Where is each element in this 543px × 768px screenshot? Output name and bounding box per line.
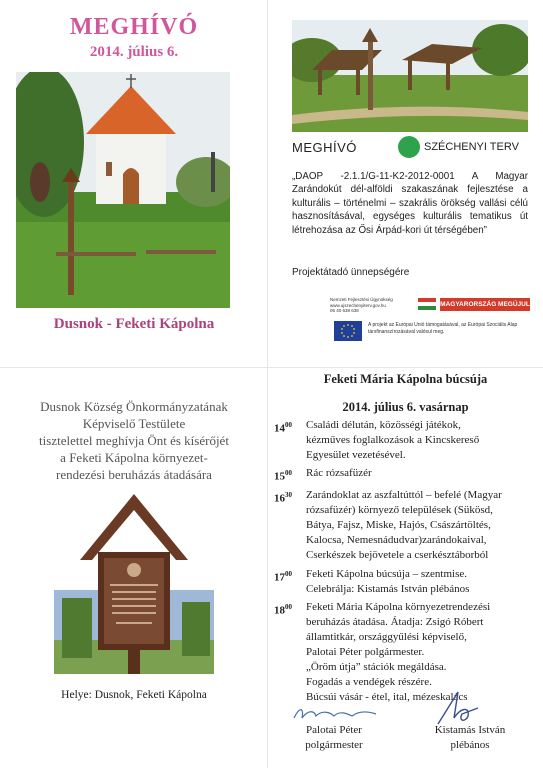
- park-photo: [292, 20, 528, 132]
- program-text: Celebrálja: Kistamás István plébános: [306, 582, 470, 595]
- invitation-line: rendezési beruházás átadására: [56, 467, 212, 482]
- program-text: Búcsúi vásár - étel, ital, mézeskalács: [306, 691, 468, 704]
- program-time: $18^{00}$: [274, 602, 292, 617]
- eu-flag-icon: [334, 321, 362, 341]
- signatory-priest: [420, 723, 520, 753]
- signatory-name: Kistamás István: [434, 724, 506, 736]
- program-item: [274, 567, 542, 597]
- magyarorszag-megujul-badge: MAGYARORSZÁG MEGÚJUL: [440, 298, 530, 311]
- program-text: Zarándoklat az aszfaltúttól – befelé (Magyar: [306, 489, 502, 502]
- program-text: Palotai Péter polgármester.: [306, 645, 425, 658]
- nfu-line: Nemzeti Fejlesztési Ügynökség: [330, 297, 393, 302]
- program-text: Egyesület vezetésével.: [306, 449, 406, 462]
- program-list: [274, 418, 542, 705]
- invitation-text-panel: [0, 368, 268, 768]
- invitation-cover-panel: [0, 0, 268, 368]
- signature-mayor: [290, 704, 380, 724]
- signatory-title: polgármester: [305, 739, 363, 751]
- program-text: Kalocsa, Nemesnádudvar)zarándokaival,: [306, 534, 487, 547]
- program-panel: [268, 368, 543, 768]
- wayside-shrine-photo: [54, 490, 214, 674]
- program-text: Cserkészek bejövetele a cserkésztáborból: [306, 549, 489, 562]
- invitation-line: tisztelettel meghívja Önt és kísérőjét: [39, 433, 229, 448]
- program-text: államtitkár, országgyűlési képviselő,: [306, 630, 467, 643]
- program-text: Rác rózsafüzér: [306, 467, 372, 480]
- signature-priest: [428, 688, 488, 728]
- nfu-line: www.ujszechenyiterv.gov.hu: [330, 302, 386, 308]
- program-text: Feketi Mária Kápolna környezetrendezési: [306, 600, 491, 613]
- nfu-line: 06 40 638 638: [330, 308, 359, 313]
- signatory-title: plébános: [450, 739, 490, 751]
- program-time: $17^{00}$: [274, 569, 292, 584]
- invitation-line: Dusnok Község Önkormányzatának: [40, 399, 228, 414]
- location-caption: Dusnok - Feketi Kápolna: [53, 316, 215, 332]
- program-date: 2014. július 6. vasárnap: [342, 400, 469, 414]
- program-text: rózsafüzér) környező települések (Sükösd,: [306, 504, 493, 517]
- signatory-name: Palotai Péter: [306, 724, 362, 736]
- project-panel: [268, 0, 543, 368]
- invitation-line: Képviselő Testülete: [82, 416, 186, 431]
- program-item: [274, 466, 542, 485]
- hungary-flag-icon: [418, 298, 436, 310]
- program-item: [274, 418, 542, 463]
- szechenyi-logo-icon: [398, 136, 420, 158]
- program-text: Feketi Kápolna búcsúja – szentmise.: [306, 567, 467, 580]
- nfu-info: [330, 297, 414, 314]
- program-item: [274, 600, 542, 706]
- project-description: „DAOP -2.1.1/G-11-K2-2012-0001 A Magyar Zarándokút dél-alföldi szakaszának fejlesztése a kulturális – történelmi – szakrális örökség vallási célú hasznosításával, egységes kulturális tematikus út létrehozása az Ősi Árpád-kori út térségében”: [292, 171, 528, 236]
- program-time: $15^{00}$: [274, 469, 292, 483]
- meghivo-label: MEGHÍVÓ: [292, 140, 357, 155]
- program-text: Bátya, Fajsz, Miske, Hajós, Császártöltés,: [306, 519, 491, 532]
- invitation-line: a Feketi Kápolna környezet-: [60, 450, 208, 465]
- program-text: Fogadás a vendégek részére.: [306, 676, 432, 689]
- program-time: $16^{30}$: [274, 491, 292, 505]
- program-item: [274, 488, 542, 563]
- program-text: „Öröm útja” stációk megáldása.: [306, 661, 447, 674]
- venue-label: Helye: Dusnok, Feketi Kápolna: [61, 689, 207, 701]
- program-text: kézműves foglalkozások a Kincskereső: [306, 434, 480, 447]
- szechenyi-label: SZÉCHENYI TERV: [424, 141, 519, 153]
- eu-funding-note: A projekt az Európai Unió támogatásával, az Európai Szociális Alap társfinanszírozásával valósul meg.: [368, 322, 518, 335]
- signatory-mayor: [284, 723, 384, 753]
- program-time: $14^{00}$: [274, 421, 292, 435]
- invitation-date: 2014. július 6.: [89, 44, 179, 60]
- ceremony-label: Projektátadó ünnepségére: [292, 267, 410, 278]
- program-text: beruházás átadása. Átadja: Zsigó Róbert: [306, 615, 484, 628]
- invitation-title: MEGHÍVÓ: [69, 14, 199, 40]
- chapel-photo: [16, 72, 230, 308]
- program-title: Feketi Mária Kápolna búcsúja: [323, 372, 488, 386]
- program-text: Családi délután, közösségi játékok,: [306, 419, 461, 431]
